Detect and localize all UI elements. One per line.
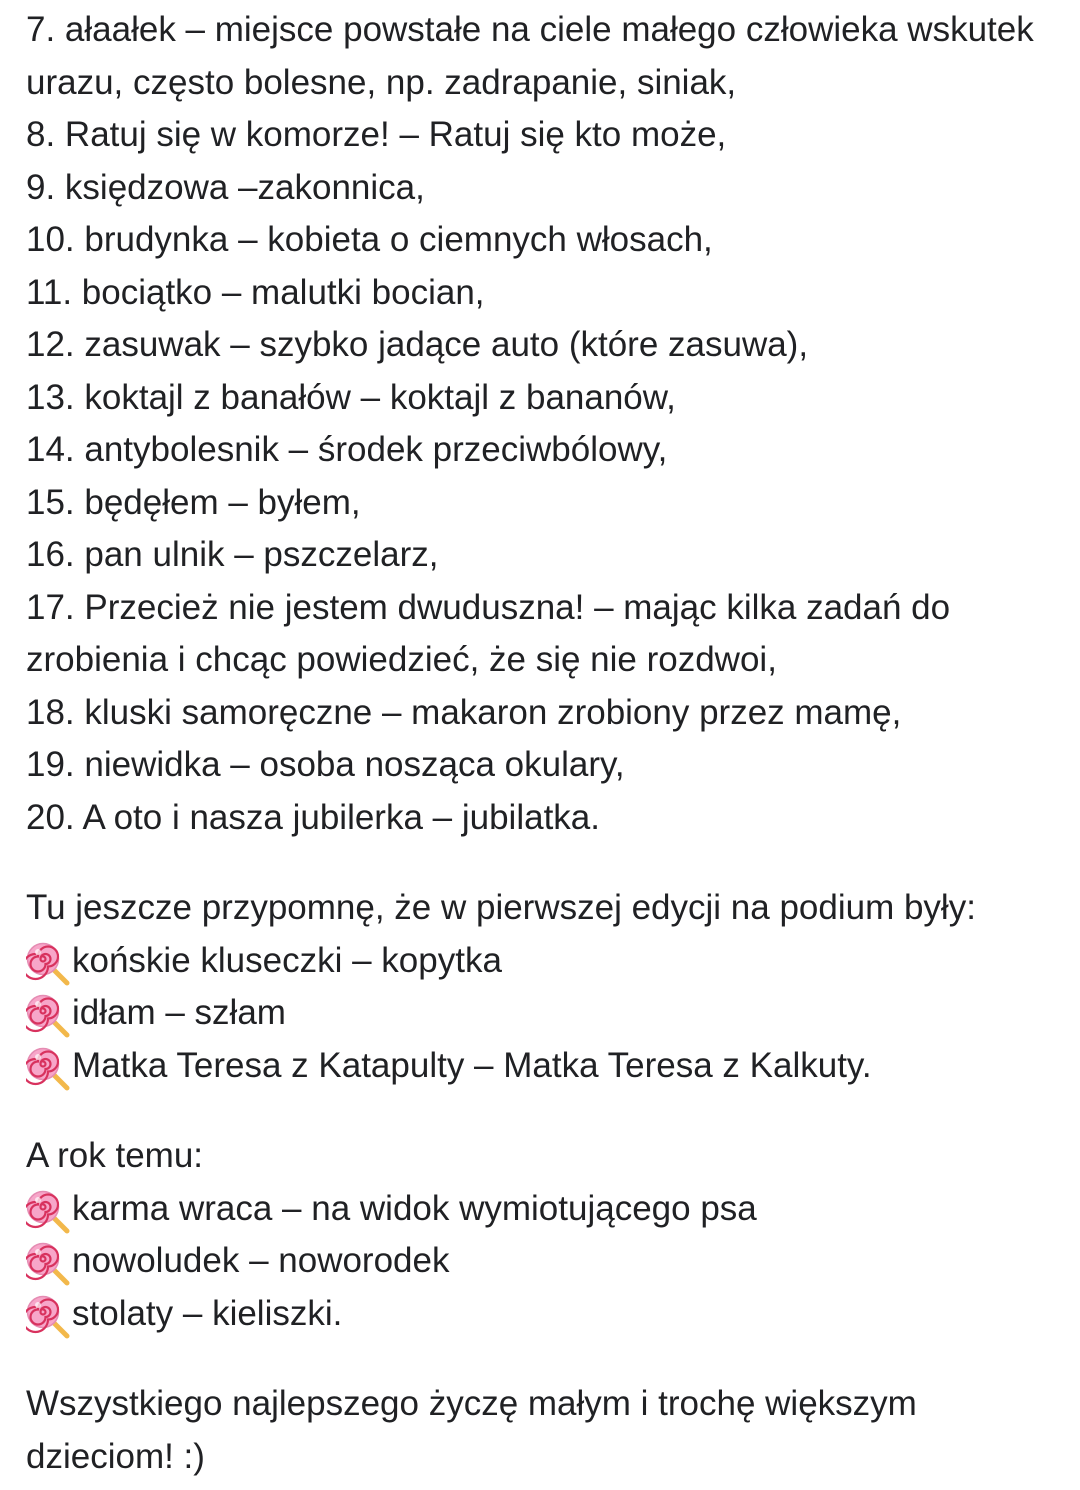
first-edition-section — [26, 882, 1066, 1092]
list-item: 19. niewidka – osoba nosząca okulary, — [26, 745, 625, 784]
emoji-list-text: Matka Teresa z Katapulty – Matka Teresa z Kalkuty. — [72, 1045, 872, 1085]
emoji-list-item — [26, 1288, 1066, 1341]
list-item: 7. ałaałek – miejsce powstałe na ciele małego człowieka wskutek urazu, często bolesne, np. zadrapanie, siniak, — [26, 10, 1034, 102]
first-edition-intro: Tu jeszcze przypomnę, że w pierwszej edycji na podium były: — [26, 888, 976, 927]
emoji-list-text: karma wraca – na widok wymiotującego psa — [72, 1188, 757, 1228]
lollipop-icon — [26, 935, 72, 987]
list-item: 17. Przecież nie jestem dwuduszna! – mając kilka zadań do zrobienia i chcąc powiedzieć, że się nie rozdwoi, — [26, 587, 951, 679]
closing-text: Wszystkiego najlepszego życzę małym i trochę większym dzieciom! :) — [26, 1384, 917, 1476]
paragraph-gap — [26, 1092, 1066, 1130]
year-ago-intro: A rok temu: — [26, 1136, 204, 1175]
emoji-list-text: nowoludek – noworodek — [72, 1241, 450, 1280]
post-body — [26, 4, 1066, 1483]
emoji-list-item — [26, 935, 1066, 988]
emoji-list-item — [26, 1235, 1066, 1288]
list-item: 13. koktajl z banałów – koktajl z bananów, — [26, 377, 676, 417]
list-item: 10. brudynka – kobieta o ciemnych włosach, — [26, 220, 713, 259]
list-item: 20. A oto i nasza jubilerka – jubilatka. — [26, 797, 600, 837]
list-item: 12. zasuwak – szybko jadące auto (które zasuwa), — [26, 325, 809, 364]
list-item: 16. pan ulnik – pszczelarz, — [26, 535, 439, 574]
numbered-list — [26, 4, 1066, 844]
emoji-list-item — [26, 987, 1066, 1040]
year-ago-section — [26, 1130, 1066, 1340]
list-item: 18. kluski samoręczne – makaron zrobiony przez mamę, — [26, 692, 902, 732]
lollipop-icon — [26, 1235, 72, 1287]
lollipop-icon — [26, 1040, 72, 1092]
emoji-list-item — [26, 1183, 1066, 1236]
lollipop-icon — [26, 1288, 72, 1340]
emoji-list-item — [26, 1040, 1066, 1093]
list-item: 15. będęłem – byłem, — [26, 482, 361, 522]
emoji-list-text: stolaty – kieliszki. — [72, 1293, 343, 1333]
paragraph-gap — [26, 844, 1066, 882]
emoji-list-text: idłam – szłam — [72, 993, 286, 1032]
list-item: 11. bociątko – malutki bocian, — [26, 272, 485, 312]
list-item: 9. księdzowa –zakonnica, — [26, 167, 425, 207]
list-item: 8. Ratuj się w komorze! – Ratuj się kto może, — [26, 115, 727, 154]
lollipop-icon — [26, 987, 72, 1039]
lollipop-icon — [26, 1183, 72, 1235]
paragraph-gap — [26, 1340, 1066, 1378]
emoji-list-text: końskie kluseczki – kopytka — [72, 940, 502, 980]
list-item: 14. antybolesnik – środek przeciwbólowy, — [26, 430, 668, 469]
